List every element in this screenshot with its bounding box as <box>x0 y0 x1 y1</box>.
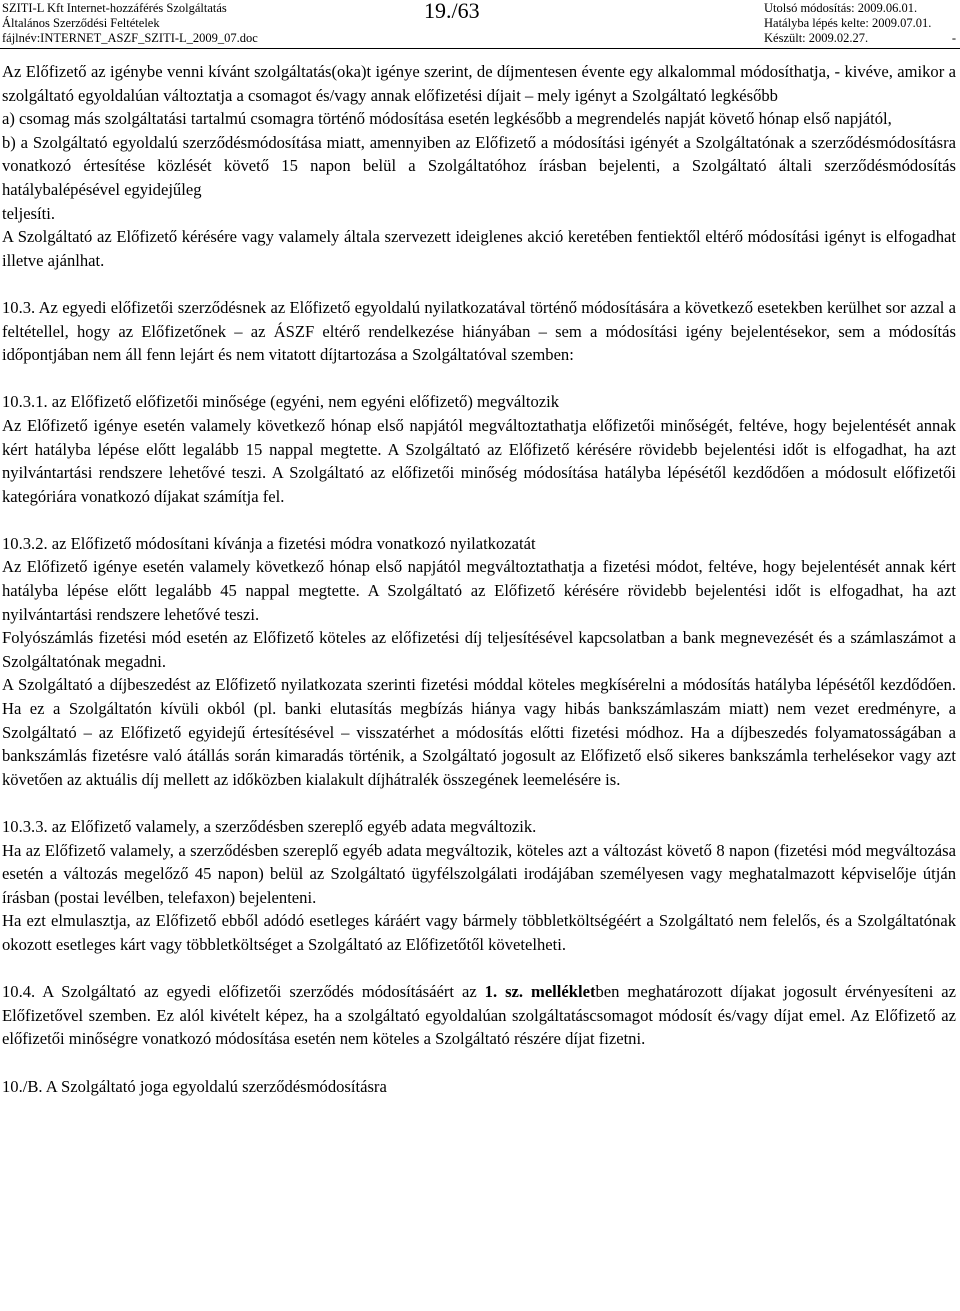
header-filename: fájlnév:INTERNET_ASZF_SZITI-L_2009_07.doc <box>2 31 258 45</box>
header-effective-date: Hatályba lépés kelte: 2009.07.01. <box>764 16 932 30</box>
header-dash: - <box>951 31 956 45</box>
paragraph: Az Előfizető igénye esetén valamely következő hónap első napjától megváltoztathatja előfizetői minőségét, feltéve, hogy bejelentését annak kért hatályba lépése előtt legalább 15 nappal megtette. A Szolgáltató az Előfizető kérésére rövidebb bejelentési időt is elfogadhat, ha azt nyilvántartási rendszere lehetővé teszi. A Szolgáltató az előfizetői minőség módosítása hatályba lépésétől kezdődően a módosult előfizetői kategóriára vonatkozó díjakat számítja fel. <box>2 415 956 506</box>
header-last-modified: Utolsó módosítás: 2009.06.01. <box>764 1 918 15</box>
page-header <box>0 0 960 49</box>
document-body <box>2 60 956 1098</box>
header-dates <box>764 1 931 46</box>
paragraph: Ha ezt elmulasztja, az Előfizető ebből adódó esetleges káráért vagy bármely többletköltségéért a Szolgáltató nem felelős, és a Szolgáltatónak okozott esetleges kárt vagy többletköltséget a Szolgáltató az Előfizetőtől követelheti. <box>2 911 956 954</box>
paragraph: teljesíti. <box>2 203 55 223</box>
paragraph-item-a: a) csomag más szolgáltatási tartalmú csomagra történő módosítása esetén legkésőbb a megrendelés napját követő hónap első napjától, <box>2 109 892 129</box>
section-10-4 <box>2 980 956 1051</box>
paragraph: A Szolgáltató az Előfizető kérésére vagy valamely általa szervezett ideiglenes akció keretében fentiektől eltérő módosítási igényt is elfogadhat illetve ajánlhat. <box>2 227 956 270</box>
paragraph: A Szolgáltató a díjbeszedést az Előfizető nyilatkozata szerinti fizetési móddal köteles megkísérelni a módosítás hatályba lépésétől kezdődően. Ha ez a Szolgáltatón kívüli okból (pl. banki elutasítás megbízás hiánya vagy hibás bankszámlaszám miatt) nem vezet eredményre, a Szolgáltató – az Előfizető egyidejű értesítésével – visszatérhet a módosítás előtti fizetési módhoz. Ha a díjbeszedés folyamatosságában a bankszámlás fizetésre való átállás során kimaradás történik, a Szolgáltató jogosult az Előfizető első sikeres bankszámla terhelésekor vagy azt követően az aktuális díj mellett az időközben kialakult díjhátralék összegének leemelésére is. <box>2 675 956 789</box>
section-10-3-2-heading: 10.3.2. az Előfizető módosítani kívánja a fizetési módra vonatkozó nyilatkozatát <box>2 533 536 553</box>
header-document-info <box>2 1 258 46</box>
header-company-service: SZITI-L Kft Internet-hozzáférés Szolgáltatás <box>2 1 227 15</box>
paragraph: Az Előfizető az igénybe venni kívánt szolgáltatás(oka)t igénye szerint, de díjmentesen évente egy alkalommal módosíthatja, - kivéve, amikor a szolgáltató egyoldalúan változtatja a csomagot és/vagy annak előfizetési díjait – mely igényt a Szolgáltató legkésőbb <box>2 62 956 105</box>
paragraph: Folyószámlás fizetési mód esetén az Előfizető köteles az előfizetési díj teljesítésével kapcsolatban a bank megnevezését és a számlaszámot a Szolgáltatónak megadni. <box>2 628 956 671</box>
header-doc-title: Általános Szerződési Feltételek <box>2 16 160 30</box>
paragraph-item-b: b) a Szolgáltató egyoldalú szerződésmódosítása miatt, amennyiben az Előfizető a módosítási igényét a Szolgáltatónak a szerződésmódosításra vonatkozó értesítése közlését követő 15 napon belül a Szolgáltatóhoz írásban bejelenti, a Szolgáltató általi szerződésmódosítás hatálybalépésével egyidejűleg <box>2 132 956 199</box>
page-number: 19./63 <box>424 0 480 23</box>
paragraph: Az Előfizető igénye esetén valamely következő hónap első napjától megváltoztathatja a fizetési módot, feltéve, hogy bejelentését annak kért hatályba lépése előtt legalább 45 nappal megtette. A Szolgáltató az Előfizető kérésére rövidebb bejelentési időt is elfogadhat, ha azt nyilvántartási rendszere lehetővé teszi. <box>2 557 956 624</box>
section-10-3-3-heading: 10.3.3. az Előfizető valamely, a szerződésben szereplő egyéb adata megváltozik. <box>2 817 537 836</box>
section-10-4-text-end: ben meghatározott díjakat jogosult érvényesíteni az Előfizetővel szemben. Ez alól kivételt képez, ha a szolgáltató egyoldalúan szolgáltatáscsomagot módosít és/vagy díjat emel. Az Előfizető az előfizetői minőségre vonatkozó módosítása esetén nem köteles a Szolgáltató részére díjat fizetni. <box>2 982 956 1049</box>
section-10-4-text-start: 10.4. A Szolgáltató az egyedi előfizetői szerződés módosításáért az <box>2 982 485 1002</box>
section-10-3: 10.3. Az egyedi előfizetői szerződésnek az Előfizető egyoldalú nyilatkozatával történő módosítására a következő esetekben kerülhet sor azzal a feltétellel, hogy az Előfizetőnek – az ÁSZF eltérő rendelkezése hiányában – sem a módosítási igény bejelentésekor, sem a módosítás időpontjában nem áll fenn lejárt és nem vitatott díjtartozása a Szolgáltatóval szemben: <box>2 297 956 365</box>
paragraph: Ha az Előfizető valamely, a szerződésben szereplő egyéb adata megváltozik, köteles azt a változást követő 8 napon (fizetési mód megváltozása esetén a változás megelőző 45 napon) belül az Szolgáltató ügyfélszolgálati irodájában személyesen vagy meghatalmazott képviselője útján írásban (postai levélben, telefaxon) bejelenteni. <box>2 840 956 907</box>
annex-reference: 1. sz. melléklet <box>484 982 596 1002</box>
header-created-date: Készült: 2009.02.27. <box>764 31 869 45</box>
section-10-3-1-heading: 10.3.1. az Előfizető előfizetői minősége (egyéni, nem egyéni előfizető) megváltozik <box>2 392 560 412</box>
section-10-b-heading: 10./B. A Szolgáltató joga egyoldalú szerződésmódosításra <box>2 1076 387 1096</box>
